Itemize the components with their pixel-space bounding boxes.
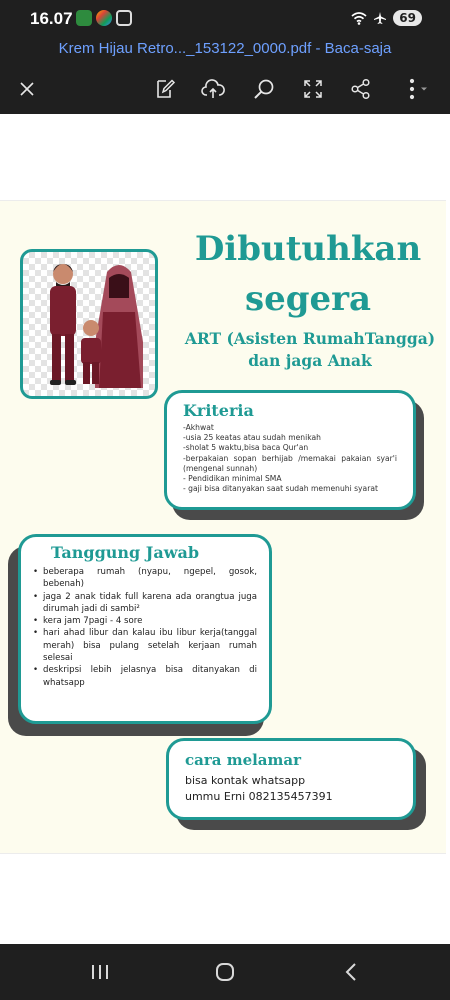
close-icon[interactable] [14, 76, 40, 102]
list-item: • hari ahad libur dan kalau ibu libur kerja(tanggal merah) bisa pulang setelah kerjaan rumah selesai [33, 627, 257, 664]
kriteria-item: -usia 25 keatas atau sudah menikah [183, 433, 321, 443]
recent-apps-icon[interactable] [86, 958, 114, 986]
cloud-upload-icon[interactable] [200, 76, 226, 102]
tanggung-jawab-title: Tanggung Jawab [51, 543, 200, 562]
subheading-line-2: dan jaga Anak [248, 351, 372, 370]
list-item: • deskripsi lebih jelasnya bisa ditanyakan di whatsapp [33, 664, 257, 689]
kriteria-item: - gaji bisa ditanyakan saat sudah memenuhi syarat [183, 484, 378, 494]
back-icon[interactable] [337, 958, 365, 986]
fullscreen-icon[interactable] [300, 76, 326, 102]
list-item: • jaga 2 anak tidak full karena ada orangtua juga dirumah jadi di sambi² [33, 591, 257, 616]
status-bar [0, 0, 450, 38]
kriteria-item: -Akhwat [183, 423, 214, 432]
document-title: Krem Hijau Retro..._153122_0000.pdf - Baca-saja [58, 40, 392, 57]
airplane-mode-icon [373, 11, 387, 25]
subheading-line-1: ART (Asisten RumahTangga) [184, 329, 436, 348]
pdf-toolbar [0, 68, 450, 108]
cara-melamar-title: cara melamar [185, 751, 302, 769]
chat-app-icon [76, 10, 92, 26]
share-icon[interactable] [348, 76, 374, 102]
cara-melamar-card [166, 738, 416, 820]
family-illustration [20, 249, 158, 399]
edit-icon[interactable] [152, 76, 178, 102]
list-item: • kera jam 7pagi - 4 sore [33, 615, 257, 627]
family-figures-image [23, 252, 155, 396]
status-time: 16.07 [30, 9, 73, 28]
headline-line-2: segera [244, 279, 372, 319]
wifi-icon [351, 12, 367, 25]
poster-headline [180, 224, 436, 324]
more-options-icon[interactable] [400, 76, 434, 102]
tanggung-jawab-card [18, 534, 272, 724]
colorful-app-icon [96, 10, 112, 26]
kriteria-title: Kriteria [183, 401, 254, 420]
search-icon[interactable] [251, 76, 277, 102]
kriteria-item: -berpakaian sopan berhijab /memakai pakaian syar'i (mengenal sunnah) [183, 453, 397, 473]
kriteria-item: - Pendidikan minimal SMA [183, 474, 282, 484]
contact-phone: ummu Erni 082135457391 [185, 790, 333, 803]
screenshot-icon [116, 10, 132, 26]
top-app-bar [0, 0, 450, 114]
headline-line-1: Dibutuhkan [194, 229, 422, 269]
contact-line: bisa kontak whatsapp [185, 774, 306, 787]
kriteria-item: -sholat 5 waktu,bisa baca Qur'an [183, 443, 309, 453]
system-navigation-bar [0, 944, 450, 1000]
kriteria-card [164, 390, 416, 510]
battery-icon: 69 [393, 10, 422, 26]
tanggung-jawab-list [33, 566, 257, 689]
list-item: • beberapa rumah (nyapu, ngepel, gosok, bebenah) [33, 566, 257, 591]
home-icon[interactable] [211, 958, 239, 986]
poster-subheading [182, 328, 438, 372]
